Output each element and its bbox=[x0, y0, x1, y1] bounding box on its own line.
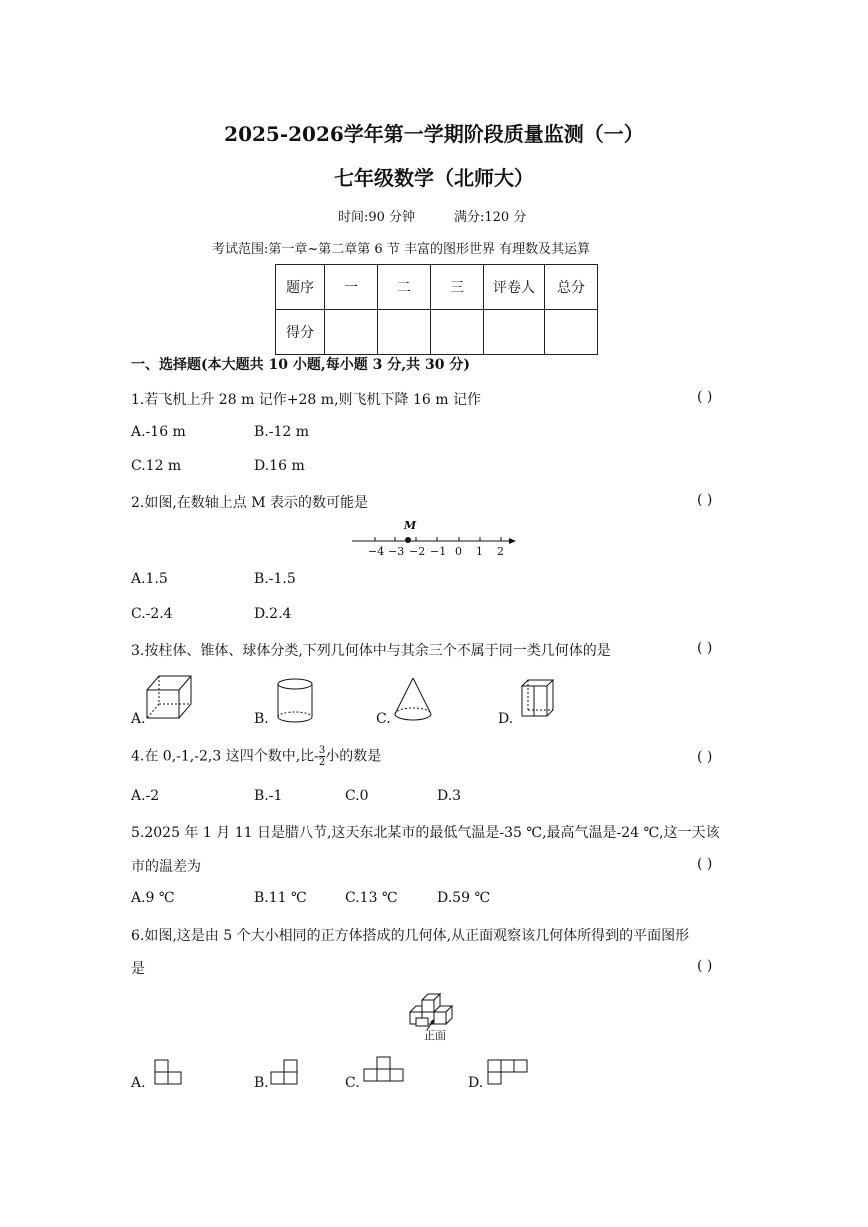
option-c: C.-2.4 bbox=[131, 606, 173, 622]
view-a-icon bbox=[155, 1060, 181, 1084]
tick-label: −4 bbox=[368, 545, 385, 558]
tick-label: 1 bbox=[476, 545, 483, 558]
option-b: B.-1 bbox=[254, 788, 283, 804]
option-a: A.-16 m bbox=[131, 424, 186, 440]
fraction-denominator: 2 bbox=[318, 757, 326, 768]
exam-scope: 考试范围:第一章~第二章第 6 节 丰富的图形世界 有理数及其运算 bbox=[212, 242, 591, 257]
answer-paren: ( ) bbox=[697, 856, 713, 872]
question-6-stem-line1: 6.如图,这是由 5 个大小相同的正方体搭成的几何体,从正面观察该几何体所得到的平面图形 bbox=[131, 928, 690, 944]
answer-paren: ( ) bbox=[697, 492, 713, 508]
question-5-stem-line1: 5.2025 年 1 月 11 日是腊八节,这天东北某市的最低气温是-35 ℃,最高气温是-24 ℃,这一天该 bbox=[131, 825, 720, 841]
page-subtitle: 七年级数学（北师大） bbox=[334, 166, 534, 190]
point-m-label: M bbox=[404, 519, 417, 532]
section-heading: 一、选择题(本大题共 10 小题,每小题 3 分,共 30 分) bbox=[131, 357, 470, 373]
score-table-header: 二 bbox=[378, 265, 431, 310]
option-d: D.59 ℃ bbox=[437, 890, 491, 906]
tick-label: 2 bbox=[497, 545, 504, 558]
fraction-numerator: 3 bbox=[318, 745, 326, 756]
question-2-stem: 2.如图,在数轴上点 M 表示的数可能是 bbox=[131, 495, 369, 511]
option-a: A. bbox=[131, 1075, 146, 1091]
option-d: D.3 bbox=[437, 788, 462, 804]
option-b: B.-12 m bbox=[254, 424, 310, 440]
tick-label: −1 bbox=[430, 545, 447, 558]
answer-paren: ( ) bbox=[697, 640, 713, 656]
option-a: A.1.5 bbox=[131, 571, 168, 587]
score-row-label: 得分 bbox=[276, 310, 325, 355]
tick-label: −2 bbox=[409, 545, 426, 558]
exam-full-score: 满分:120 分 bbox=[454, 210, 527, 225]
tick-label: −3 bbox=[388, 545, 405, 558]
option-c: C. bbox=[345, 1075, 360, 1091]
option-d: D.2.4 bbox=[254, 606, 292, 622]
question-3-stem: 3.按柱体、锥体、球体分类,下列几何体中与其余三个不属于同一类几何体的是 bbox=[131, 643, 611, 659]
answer-paren: ( ) bbox=[697, 958, 713, 974]
answer-paren: ( ) bbox=[697, 389, 713, 405]
question-6-stem-line2: 是 bbox=[131, 961, 145, 977]
front-view-label: 正面 bbox=[424, 1029, 446, 1042]
option-b: B.11 ℃ bbox=[254, 890, 307, 906]
option-a: A.-2 bbox=[131, 788, 160, 804]
option-c: C.12 m bbox=[131, 458, 182, 474]
option-a: A. bbox=[131, 711, 146, 727]
option-b: B. bbox=[254, 711, 269, 727]
view-d-icon bbox=[488, 1060, 527, 1084]
option-d: D. bbox=[498, 711, 514, 727]
option-b: B.-1.5 bbox=[254, 571, 296, 587]
option-c: C.0 bbox=[345, 788, 369, 804]
exam-time: 时间:90 分钟 bbox=[338, 210, 416, 225]
score-table-header: 评卷人 bbox=[484, 265, 545, 310]
option-d: D. bbox=[468, 1075, 484, 1091]
score-table-header: 总分 bbox=[545, 265, 598, 310]
view-b-icon bbox=[271, 1060, 297, 1084]
tick-label: 0 bbox=[455, 545, 462, 558]
option-d: D.16 m bbox=[254, 458, 305, 474]
score-table-header: 一 bbox=[325, 265, 378, 310]
question-4-stem-before: 4.在 0,-1,-2,3 这四个数中,比- bbox=[131, 748, 319, 765]
page-title: 2025-2026学年第一学期阶段质量监测（一） bbox=[224, 122, 644, 146]
option-a: A.9 ℃ bbox=[131, 890, 175, 906]
option-b: B. bbox=[254, 1075, 269, 1091]
question-4-stem-after: 小的数是 bbox=[325, 748, 382, 765]
view-c-icon bbox=[364, 1057, 403, 1081]
answer-paren: ( ) bbox=[697, 749, 713, 765]
score-table-header: 三 bbox=[431, 265, 484, 310]
option-c: C.13 ℃ bbox=[345, 890, 398, 906]
question-1-stem: 1.若飞机上升 28 m 记作+28 m,则飞机下降 16 m 记作 bbox=[131, 392, 481, 408]
score-table-header: 题序 bbox=[276, 265, 325, 310]
option-c: C. bbox=[376, 711, 391, 727]
question-5-stem-line2: 市的温差为 bbox=[131, 859, 201, 875]
